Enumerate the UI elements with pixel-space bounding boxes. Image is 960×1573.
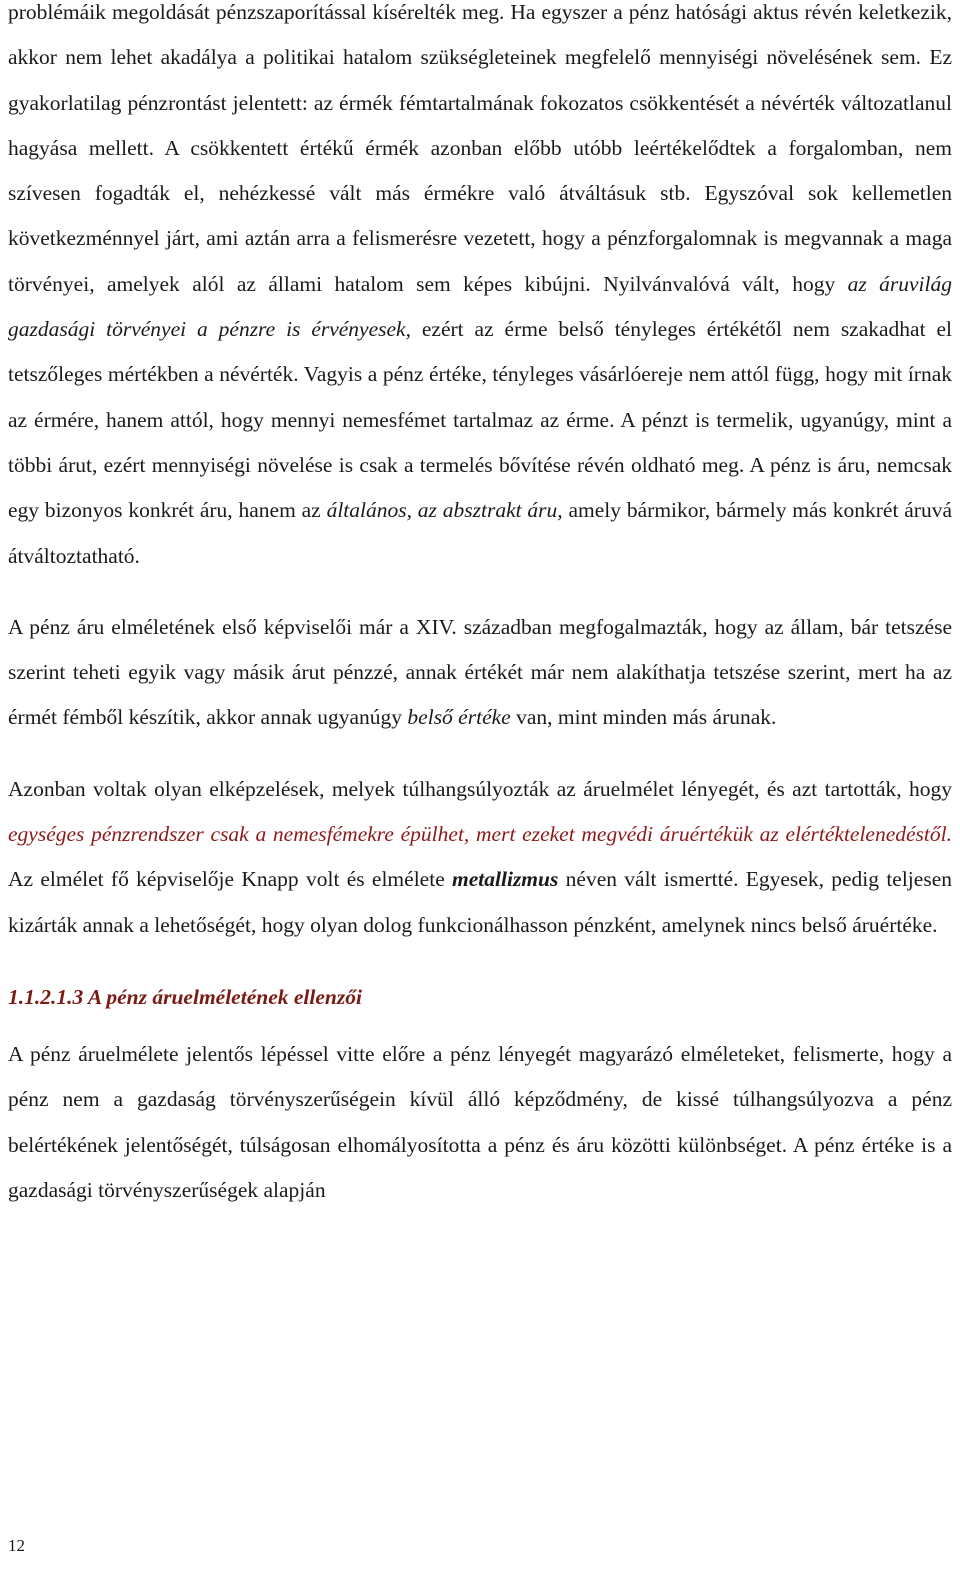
paragraph-text: Az elmélet fő képviselője Knapp volt és elmélete	[8, 867, 453, 892]
paragraph-first-representatives	[8, 605, 952, 741]
highlighted-emphasis-text: egységes pénzrendszer csak a nemesfémekre épülhet, mert ezeket megvédi áruértékük az elértéktelenedéstől.	[8, 822, 952, 847]
heading-spacer	[8, 1020, 952, 1032]
paragraph-metallism	[8, 767, 952, 948]
paragraph-text: Azonban voltak olyan elképzelések, melyek túlhangsúlyozták az áruelmélet lényegét, és azt tartották, hogy	[8, 776, 952, 801]
paragraph-text: amely bármikor, bármely más konkrét áruvá átváltoztatható.	[8, 498, 952, 568]
page-number: 12	[8, 1536, 25, 1555]
section-heading: 1.1.2.1.3 A pénz áruelméletének ellenzői	[8, 984, 362, 1009]
section-spacer	[8, 948, 952, 975]
bold-term-metallism: metallizmus	[452, 867, 559, 892]
paragraph-spacer	[8, 741, 952, 767]
emphasis-text: az áruvilág gazdasági törvényei a pénzre is érvényesek,	[8, 271, 952, 342]
paragraph-text: A pénz áruelmélete jelentős lépéssel vitte előre a pénz lényegét magyarázó elméleteket, felismerte, hogy a pénz nem a gazdaság törvényszerűségein kívül álló képződmény, de kissé túlhangsúlyozva a pénz belértékének jelentőségét, túlságosan elhomályosította a pénz és áru közötti különbséget. A pénz értéke is a gazdasági törvényszerűségek alapján	[8, 1041, 952, 1202]
paragraph-text: ezért az érme belső tényleges értékétől nem szakadhat el tetszőleges mértékben a névérték. Vagyis a pénz értéke, tényleges vásárlóereje nem attól függ, hogy mit írnak az érmére, hanem attól, hogy mennyi nemesfémet tartalmaz az érme. A pénzt is termelik, ugyanúgy, mint a többi árut, ezért mennyiségi növelése is csak a termelés bővítése révén oldható meg. A pénz is áru, nemcsak egy bizonyos konkrét áru, hanem az	[8, 317, 952, 523]
paragraph-spacer	[8, 579, 952, 605]
paragraph-opponents	[8, 1032, 952, 1213]
paragraph-money-as-commodity	[8, 0, 952, 579]
emphasis-text: belső értéke	[407, 705, 511, 730]
paragraph-text: van, mint minden más árunak.	[510, 705, 777, 730]
paragraph-text: problémáik megoldását pénzszaporítással kísérelték meg. Ha egyszer a pénz hatósági aktus révén keletkezik, akkor nem lehet akadálya a politikai hatalom szükségleteinek megfelelő mennyiségi növelésének sem. Ez gyakorlatilag pénzrontást jelentett: az érmék fémtartalmának fokozatos csökkentését a névérték változatlanul hagyása mellett. A csökkentett értékű érmék azonban előbb utóbb leértékelődtek a forgalomban, nem szívesen fogadták el, nehézkessé vált más érmékre való átváltásuk stb. Egyszóval sok kellemetlen következménnyel járt, ami aztán arra a felismerésre vezetett, hogy a pénzforgalomnak is megvannak a maga törvényei, amelyek alól az állami hatalom sem képes kibújni. Nyilvánvalóvá vált, hogy	[8, 0, 952, 296]
paragraph-text: néven vált ismertté. Egyesek, pedig teljesen kizárták annak a lehetőségét, hogy olyan dolog funkcionálhasson pénzként, amelynek nincs belső áruértéke.	[8, 867, 952, 937]
paragraph-text: A pénz áru elméletének első képviselői már a XIV. században megfogalmazták, hogy az állam, bár tetszése szerint teheti egyik vagy másik árut pénzzé, annak értékét már nem alakíthatja tetszése szerint, mert ha az érmét fémből készítik, akkor annak ugyanúgy	[8, 614, 952, 730]
emphasis-text: általános, az absztrakt áru,	[326, 498, 563, 523]
